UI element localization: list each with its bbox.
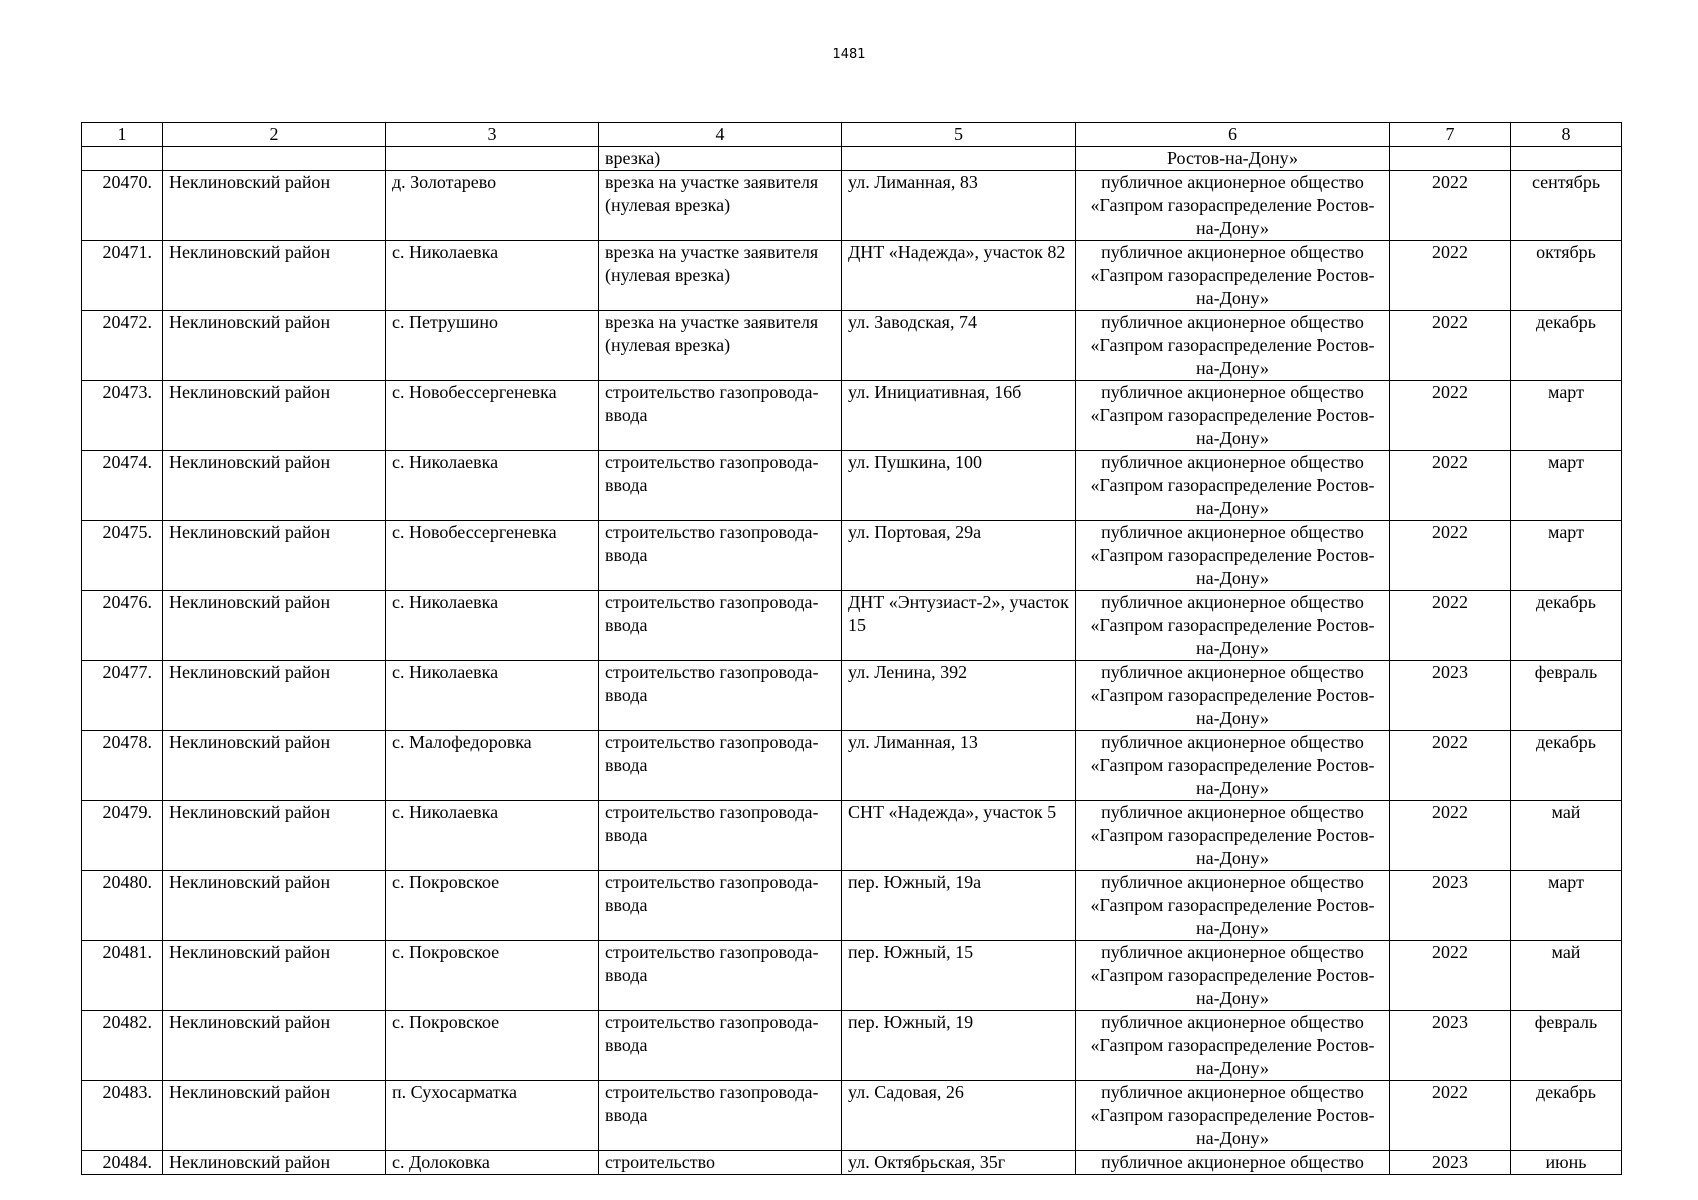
table-cell: Ростов-на-Дону» <box>1076 147 1390 171</box>
table-cell-num: 20484. <box>82 1151 163 1175</box>
table-cell: врезка) <box>599 147 842 171</box>
table-cell-work: строительство газопровода-ввода <box>599 871 842 941</box>
table-cell-num: 20473. <box>82 381 163 451</box>
table-cell <box>386 147 599 171</box>
table-cell-work: строительство газопровода-ввода <box>599 451 842 521</box>
table-row <box>82 451 1622 521</box>
table-cell-address: пер. Южный, 19а <box>842 871 1076 941</box>
table-cell-locality: с. Новобессергеневка <box>386 521 599 591</box>
table-cell-month: февраль <box>1511 661 1622 731</box>
header-cell: 5 <box>842 123 1076 147</box>
header-cell: 7 <box>1390 123 1511 147</box>
table-cell-locality: с. Николаевка <box>386 661 599 731</box>
header-cell: 4 <box>599 123 842 147</box>
table-cell-address: ул. Ленина, 392 <box>842 661 1076 731</box>
table-cell-org: публичное акционерное общество «Газпром газораспределение Ростов-на-Дону» <box>1076 1011 1390 1081</box>
table-cell-address: ул. Садовая, 26 <box>842 1081 1076 1151</box>
table-cell-locality: п. Сухосарматка <box>386 1081 599 1151</box>
table-cell-address: ул. Заводская, 74 <box>842 311 1076 381</box>
table-cell-district: Неклиновский район <box>163 1151 386 1175</box>
table-cell-year: 2022 <box>1390 451 1511 521</box>
table-cell-locality: с. Покровское <box>386 941 599 1011</box>
table-cell-org: публичное акционерное общество «Газпром газораспределение Ростов-на-Дону» <box>1076 241 1390 311</box>
table-cell-year: 2022 <box>1390 311 1511 381</box>
table-cell-num: 20471. <box>82 241 163 311</box>
table-cell-locality: с. Николаевка <box>386 591 599 661</box>
table-cell-org: публичное акционерное общество <box>1076 1151 1390 1175</box>
table-cell-address: пер. Южный, 19 <box>842 1011 1076 1081</box>
table-cell-year: 2022 <box>1390 591 1511 661</box>
page-number: 1481 <box>832 47 866 62</box>
table-cell-year: 2023 <box>1390 661 1511 731</box>
table-cell-district: Неклиновский район <box>163 171 386 241</box>
table-cell-num: 20478. <box>82 731 163 801</box>
table-cell-month: март <box>1511 871 1622 941</box>
table-cell-district: Неклиновский район <box>163 1081 386 1151</box>
table-cell-num: 20470. <box>82 171 163 241</box>
table-cell-address: ул. Лиманная, 83 <box>842 171 1076 241</box>
table-cell-month: декабрь <box>1511 731 1622 801</box>
table-cell-address: ул. Инициативная, 16б <box>842 381 1076 451</box>
table-cell-month: октябрь <box>1511 241 1622 311</box>
table-row <box>82 311 1622 381</box>
table-cell-num: 20482. <box>82 1011 163 1081</box>
table-cell-address: ул. Лиманная, 13 <box>842 731 1076 801</box>
table-cell-district: Неклиновский район <box>163 941 386 1011</box>
table-cell-num: 20479. <box>82 801 163 871</box>
table-cell-work: врезка на участке заявителя (нулевая врезка) <box>599 171 842 241</box>
table-cell-locality: с. Петрушино <box>386 311 599 381</box>
gas-connection-table <box>81 122 1622 1175</box>
table-cell-district: Неклиновский район <box>163 381 386 451</box>
table-cell-address: пер. Южный, 15 <box>842 941 1076 1011</box>
table-cell-org: публичное акционерное общество «Газпром газораспределение Ростов-на-Дону» <box>1076 381 1390 451</box>
table-cell-district: Неклиновский район <box>163 661 386 731</box>
table-cell-month: сентябрь <box>1511 171 1622 241</box>
table-cell <box>163 147 386 171</box>
table-cell-year: 2022 <box>1390 521 1511 591</box>
table-cell-district: Неклиновский район <box>163 241 386 311</box>
table-row <box>82 171 1622 241</box>
column-number-header <box>82 123 1622 147</box>
table-row <box>82 731 1622 801</box>
table-cell-work: врезка на участке заявителя (нулевая врезка) <box>599 241 842 311</box>
header-cell: 6 <box>1076 123 1390 147</box>
table-cell-month: март <box>1511 451 1622 521</box>
table-cell-org: публичное акционерное общество «Газпром газораспределение Ростов-на-Дону» <box>1076 731 1390 801</box>
table-cell-work: строительство газопровода-ввода <box>599 591 842 661</box>
header-cell: 1 <box>82 123 163 147</box>
table-cell-work: строительство <box>599 1151 842 1175</box>
table-cell-num: 20480. <box>82 871 163 941</box>
table-cell-address: СНТ «Надежда», участок 5 <box>842 801 1076 871</box>
table-cell-address: ул. Октябрьская, 35г <box>842 1151 1076 1175</box>
table-cell-address: ул. Пушкина, 100 <box>842 451 1076 521</box>
table-cell-year: 2022 <box>1390 801 1511 871</box>
table-cell-address: ДНТ «Надежда», участок 82 <box>842 241 1076 311</box>
table-cell-num: 20474. <box>82 451 163 521</box>
table-cell-district: Неклиновский район <box>163 521 386 591</box>
header-cell: 2 <box>163 123 386 147</box>
table-cell-district: Неклиновский район <box>163 731 386 801</box>
table-cell-work: строительство газопровода-ввода <box>599 731 842 801</box>
table-cell-locality: с. Николаевка <box>386 241 599 311</box>
table-cell-org: публичное акционерное общество «Газпром газораспределение Ростов-на-Дону» <box>1076 941 1390 1011</box>
table-row <box>82 381 1622 451</box>
table-cell-locality: с. Покровское <box>386 871 599 941</box>
table-cell-org: публичное акционерное общество «Газпром газораспределение Ростов-на-Дону» <box>1076 661 1390 731</box>
table-cell-org: публичное акционерное общество «Газпром газораспределение Ростов-на-Дону» <box>1076 311 1390 381</box>
table-cell <box>1390 147 1511 171</box>
table-cell-month: февраль <box>1511 1011 1622 1081</box>
table-cell-work: строительство газопровода-ввода <box>599 521 842 591</box>
table-cell <box>842 147 1076 171</box>
table-cell-org: публичное акционерное общество «Газпром газораспределение Ростов-на-Дону» <box>1076 871 1390 941</box>
table-cell-district: Неклиновский район <box>163 451 386 521</box>
header-cell: 8 <box>1511 123 1622 147</box>
table-cell-org: публичное акционерное общество «Газпром газораспределение Ростов-на-Дону» <box>1076 801 1390 871</box>
table-cell-district: Неклиновский район <box>163 871 386 941</box>
table-cell-locality: с. Малофедоровка <box>386 731 599 801</box>
table-row <box>82 1011 1622 1081</box>
table-cell-district: Неклиновский район <box>163 1011 386 1081</box>
table-cell-work: врезка на участке заявителя (нулевая врезка) <box>599 311 842 381</box>
table-cell-num: 20475. <box>82 521 163 591</box>
table-cell-org: публичное акционерное общество «Газпром газораспределение Ростов-на-Дону» <box>1076 1081 1390 1151</box>
table-cell-org: публичное акционерное общество «Газпром газораспределение Ростов-на-Дону» <box>1076 521 1390 591</box>
table-cell-district: Неклиновский район <box>163 591 386 661</box>
table-cell-year: 2022 <box>1390 171 1511 241</box>
table-cell-num: 20476. <box>82 591 163 661</box>
table-cell-locality: с. Покровское <box>386 1011 599 1081</box>
table-row <box>82 1151 1622 1175</box>
table-cell-month: май <box>1511 801 1622 871</box>
table-cell-month: март <box>1511 381 1622 451</box>
table-cell-work: строительство газопровода-ввода <box>599 801 842 871</box>
table-cell-org: публичное акционерное общество «Газпром газораспределение Ростов-на-Дону» <box>1076 451 1390 521</box>
table-cell-month: декабрь <box>1511 311 1622 381</box>
table-cell-month: май <box>1511 941 1622 1011</box>
table-cell-num: 20477. <box>82 661 163 731</box>
header-cell: 3 <box>386 123 599 147</box>
table-cell-year: 2023 <box>1390 1151 1511 1175</box>
table-row <box>82 801 1622 871</box>
table-cell-year: 2022 <box>1390 731 1511 801</box>
table-row <box>82 1081 1622 1151</box>
table-cell-locality: с. Николаевка <box>386 451 599 521</box>
table-cell-month: декабрь <box>1511 1081 1622 1151</box>
table-cell-year: 2022 <box>1390 1081 1511 1151</box>
table-cell-year: 2023 <box>1390 871 1511 941</box>
table-cell-month: декабрь <box>1511 591 1622 661</box>
table-cell-org: публичное акционерное общество «Газпром газораспределение Ростов-на-Дону» <box>1076 171 1390 241</box>
table-cell-num: 20472. <box>82 311 163 381</box>
table-row <box>82 241 1622 311</box>
table-cell-address: ДНТ «Энтузиаст-2», участок 15 <box>842 591 1076 661</box>
table-cell-year: 2022 <box>1390 241 1511 311</box>
table-row <box>82 591 1622 661</box>
table-row <box>82 521 1622 591</box>
table-cell-locality: с. Николаевка <box>386 801 599 871</box>
table-cell-address: ул. Портовая, 29а <box>842 521 1076 591</box>
table-row <box>82 661 1622 731</box>
table-cell-district: Неклиновский район <box>163 801 386 871</box>
table-cell-year: 2022 <box>1390 381 1511 451</box>
table-cell-work: строительство газопровода-ввода <box>599 381 842 451</box>
table-cell-year: 2023 <box>1390 1011 1511 1081</box>
table-cell-org: публичное акционерное общество «Газпром газораспределение Ростов-на-Дону» <box>1076 591 1390 661</box>
table-cell-district: Неклиновский район <box>163 311 386 381</box>
table-cell-locality: с. Долоковка <box>386 1151 599 1175</box>
table-cell-work: строительство газопровода-ввода <box>599 941 842 1011</box>
table-cell-num: 20481. <box>82 941 163 1011</box>
continuation-row <box>82 147 1622 171</box>
table-cell-month: март <box>1511 521 1622 591</box>
table-row <box>82 871 1622 941</box>
table-cell-locality: с. Новобессергеневка <box>386 381 599 451</box>
table-cell-year: 2022 <box>1390 941 1511 1011</box>
table-cell <box>82 147 163 171</box>
table-cell-month: июнь <box>1511 1151 1622 1175</box>
table-cell-work: строительство газопровода-ввода <box>599 1011 842 1081</box>
table-row <box>82 941 1622 1011</box>
table-cell-num: 20483. <box>82 1081 163 1151</box>
table-cell-work: строительство газопровода-ввода <box>599 661 842 731</box>
table-cell-work: строительство газопровода-ввода <box>599 1081 842 1151</box>
table-cell <box>1511 147 1622 171</box>
table-cell-locality: д. Золотарево <box>386 171 599 241</box>
